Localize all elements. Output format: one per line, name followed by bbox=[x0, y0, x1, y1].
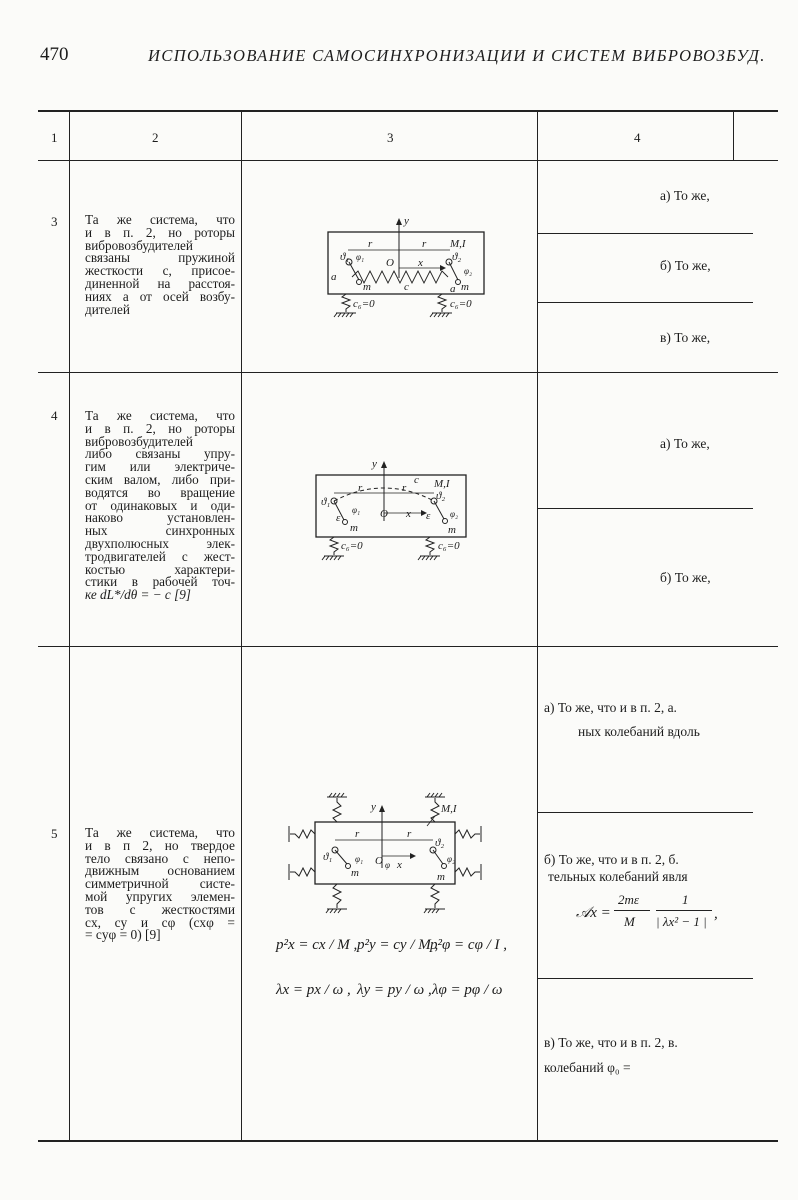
table-top-rule bbox=[38, 110, 778, 112]
label-r: r bbox=[358, 482, 363, 494]
desc-line: Та же система, что bbox=[85, 825, 235, 840]
fraction-bar bbox=[656, 910, 712, 911]
desc-line: жесткости c, присое- bbox=[85, 263, 235, 279]
row-5-col4-b-line2: тельных колебаний явля bbox=[548, 869, 688, 884]
formula-lhs: 𝒜x = bbox=[576, 905, 611, 921]
row-5-description bbox=[85, 827, 235, 942]
col-divider-1 bbox=[69, 112, 70, 1140]
desc-line: и в п. 2, но роторы bbox=[85, 420, 235, 436]
row-5-col4-a-line2: ных колебаний вдоль bbox=[578, 724, 700, 739]
row-3-col4-b: б) То же, bbox=[660, 258, 711, 273]
row-number-4: 4 bbox=[51, 408, 58, 423]
label-phi2: φ₂ bbox=[464, 266, 473, 276]
row-4-description bbox=[85, 410, 235, 602]
fraction-bar bbox=[614, 910, 650, 911]
label-c: c bbox=[414, 474, 419, 486]
row-rule-3-4 bbox=[38, 372, 778, 373]
row-3-description bbox=[85, 214, 235, 316]
desc-line: ных синхронных bbox=[85, 523, 235, 539]
label-epsilon: ε bbox=[336, 512, 341, 524]
row-4-diagram bbox=[310, 455, 480, 570]
desc-line: наково установлен- bbox=[85, 510, 235, 526]
formula-p-phi: p²φ = cφ / I , bbox=[430, 937, 508, 953]
desc-line: от одинаковых и оди- bbox=[85, 497, 235, 513]
cell-rule bbox=[538, 812, 753, 813]
desc-line: ским валом, либо при- bbox=[85, 471, 235, 487]
formula-num1: 2mε bbox=[618, 892, 640, 907]
label-c: c bbox=[404, 281, 409, 293]
formula-lambda-y: λy = py / ω , bbox=[357, 982, 432, 998]
desc-line: диненной на расстоя- bbox=[85, 275, 235, 291]
formula-den1: M bbox=[624, 914, 635, 929]
label-theta1: ϑ₁ bbox=[321, 496, 331, 508]
formula-lambda-phi: λφ = pφ / ω bbox=[432, 982, 503, 998]
header-col-3: 3 bbox=[387, 130, 394, 145]
label-m: m bbox=[363, 281, 371, 293]
desc-line: Та же система, что bbox=[85, 212, 235, 227]
label-cb: c₆=0 bbox=[450, 298, 472, 310]
label-r: r bbox=[402, 482, 407, 494]
label-m: m bbox=[350, 522, 358, 534]
label-phi1: φ₁ bbox=[356, 252, 365, 262]
label-phi1: φ₁ bbox=[352, 505, 361, 515]
desc-line: Та же система, что bbox=[85, 408, 235, 423]
formula-p-x: p²x = cx / M , bbox=[276, 937, 358, 953]
label-r: r bbox=[407, 828, 412, 840]
label-origin: O bbox=[380, 508, 388, 520]
desc-line: водятся во вращение bbox=[85, 484, 235, 500]
desc-line: ниях a от осей возбу- bbox=[85, 288, 235, 304]
label-mass: M,I bbox=[450, 238, 466, 250]
desc-line: двухполюсных элек- bbox=[85, 535, 235, 551]
label-a: a bbox=[450, 283, 456, 295]
cell-rule bbox=[538, 978, 753, 979]
label-m: m bbox=[461, 281, 469, 293]
formula-p-y: p²y = cy / M , bbox=[357, 937, 439, 953]
desc-line: вибровозбудителей bbox=[85, 433, 193, 449]
label-phi2: φ₂ bbox=[450, 509, 459, 519]
row-5-col4-a-line1: а) То же, что и в п. 2, а. bbox=[544, 700, 677, 715]
label-x: x bbox=[397, 859, 402, 871]
label-origin: O bbox=[386, 257, 394, 269]
desc-line: тело связано с непо- bbox=[85, 850, 235, 866]
formula-num2: 1 bbox=[682, 892, 689, 907]
row-number-3: 3 bbox=[51, 214, 58, 229]
col-divider-2 bbox=[241, 112, 242, 1140]
desc-line: ке dL*/dθ = − c [9] bbox=[85, 587, 191, 603]
label-m: m bbox=[437, 871, 445, 883]
formula-tail: , bbox=[714, 906, 718, 922]
desc-line: симметричной систе- bbox=[85, 876, 235, 892]
desc-line: тродвигателей с жест- bbox=[85, 548, 235, 564]
desc-line: вибровозбудителей bbox=[85, 237, 193, 253]
desc-line: стики в рабочей точ- bbox=[85, 574, 235, 590]
label-x: x bbox=[418, 257, 423, 269]
label-phi: φ bbox=[385, 860, 390, 870]
row-number-5: 5 bbox=[51, 826, 58, 841]
row-3-col4-a: а) То же, bbox=[660, 188, 710, 203]
desc-line: = cyφ = 0) [9] bbox=[85, 927, 161, 943]
row-4-col4-b: б) То же, bbox=[660, 570, 711, 585]
cell-rule bbox=[538, 508, 753, 509]
row-5-diagram bbox=[285, 790, 485, 915]
formula-den2: | λx² − 1 | bbox=[656, 914, 707, 929]
row-4-col4-a: а) То же, bbox=[660, 436, 710, 451]
desc-line: cx, cy и cφ (cxφ = bbox=[85, 914, 235, 930]
label-theta2: ϑ₂ bbox=[452, 251, 462, 263]
label-r: r bbox=[422, 238, 427, 250]
label-cb: c₆=0 bbox=[341, 540, 363, 552]
label-mass: M,I bbox=[434, 478, 450, 490]
desc-line: и в п 2, но твердое bbox=[85, 837, 235, 853]
label-theta2: ϑ₂ bbox=[436, 490, 446, 502]
label-theta1: ϑ₁ bbox=[323, 851, 333, 863]
label-y: y bbox=[404, 215, 409, 227]
header-col-4: 4 bbox=[634, 130, 641, 145]
row-3-col4-c: в) То же, bbox=[660, 330, 711, 345]
row-3-diagram bbox=[322, 210, 492, 325]
desc-line: гим или электриче- bbox=[85, 459, 235, 475]
page-number: 470 bbox=[40, 44, 69, 65]
header-rule bbox=[38, 160, 778, 161]
label-r: r bbox=[355, 828, 360, 840]
row-rule-4-5 bbox=[38, 646, 778, 647]
table-bottom-rule bbox=[38, 1140, 778, 1142]
label-origin: O bbox=[375, 855, 383, 867]
desc-line: движным основанием bbox=[85, 863, 235, 879]
running-title: ИСПОЛЬЗОВАНИЕ САМОСИНХРОНИЗАЦИИ И СИСТЕМ ВИБРОВОЗБУД. bbox=[148, 46, 766, 65]
label-theta2: ϑ₂ bbox=[435, 837, 445, 849]
label-x: x bbox=[406, 508, 411, 520]
label-epsilon: ε bbox=[426, 510, 431, 522]
label-y: y bbox=[372, 458, 377, 470]
col-divider-3 bbox=[537, 112, 538, 1140]
desc-line: тов с жесткостями bbox=[85, 901, 235, 917]
header-col-2: 2 bbox=[152, 130, 159, 145]
desc-line: связаны пружиной bbox=[85, 250, 235, 266]
desc-line: дителей bbox=[85, 301, 130, 317]
cell-rule bbox=[538, 233, 753, 234]
row-5-col4-b-line1: б) То же, что и в п. 2, б. bbox=[544, 852, 679, 867]
row-5-col4-c-line2: колебаний φ₀ = bbox=[544, 1060, 631, 1075]
label-phi2: φ₂ bbox=[447, 854, 456, 864]
desc-line: либо связаны упру- bbox=[85, 446, 235, 462]
label-phi1: φ₁ bbox=[355, 854, 364, 864]
label-y: y bbox=[371, 801, 376, 813]
label-r: r bbox=[368, 238, 373, 250]
cell-rule bbox=[538, 302, 753, 303]
label-cb: c₆=0 bbox=[438, 540, 460, 552]
col-divider-4 bbox=[733, 112, 734, 160]
formula-lambda-x: λx = px / ω , bbox=[276, 982, 351, 998]
header-col-1: 1 bbox=[51, 130, 58, 145]
label-mass: M,I bbox=[441, 803, 457, 815]
desc-line: костью характери- bbox=[85, 561, 235, 577]
label-theta1: ϑ₁ bbox=[340, 251, 350, 263]
label-m: m bbox=[351, 867, 359, 879]
desc-line: мой упругих элемен- bbox=[85, 888, 235, 904]
label-m: m bbox=[448, 524, 456, 536]
label-a: a bbox=[331, 271, 337, 283]
label-cb: c₆=0 bbox=[353, 298, 375, 310]
row-5-col4-c-line1: в) То же, что и в п. 2, в. bbox=[544, 1035, 678, 1050]
desc-line: и в п. 2, но роторы bbox=[85, 224, 235, 240]
